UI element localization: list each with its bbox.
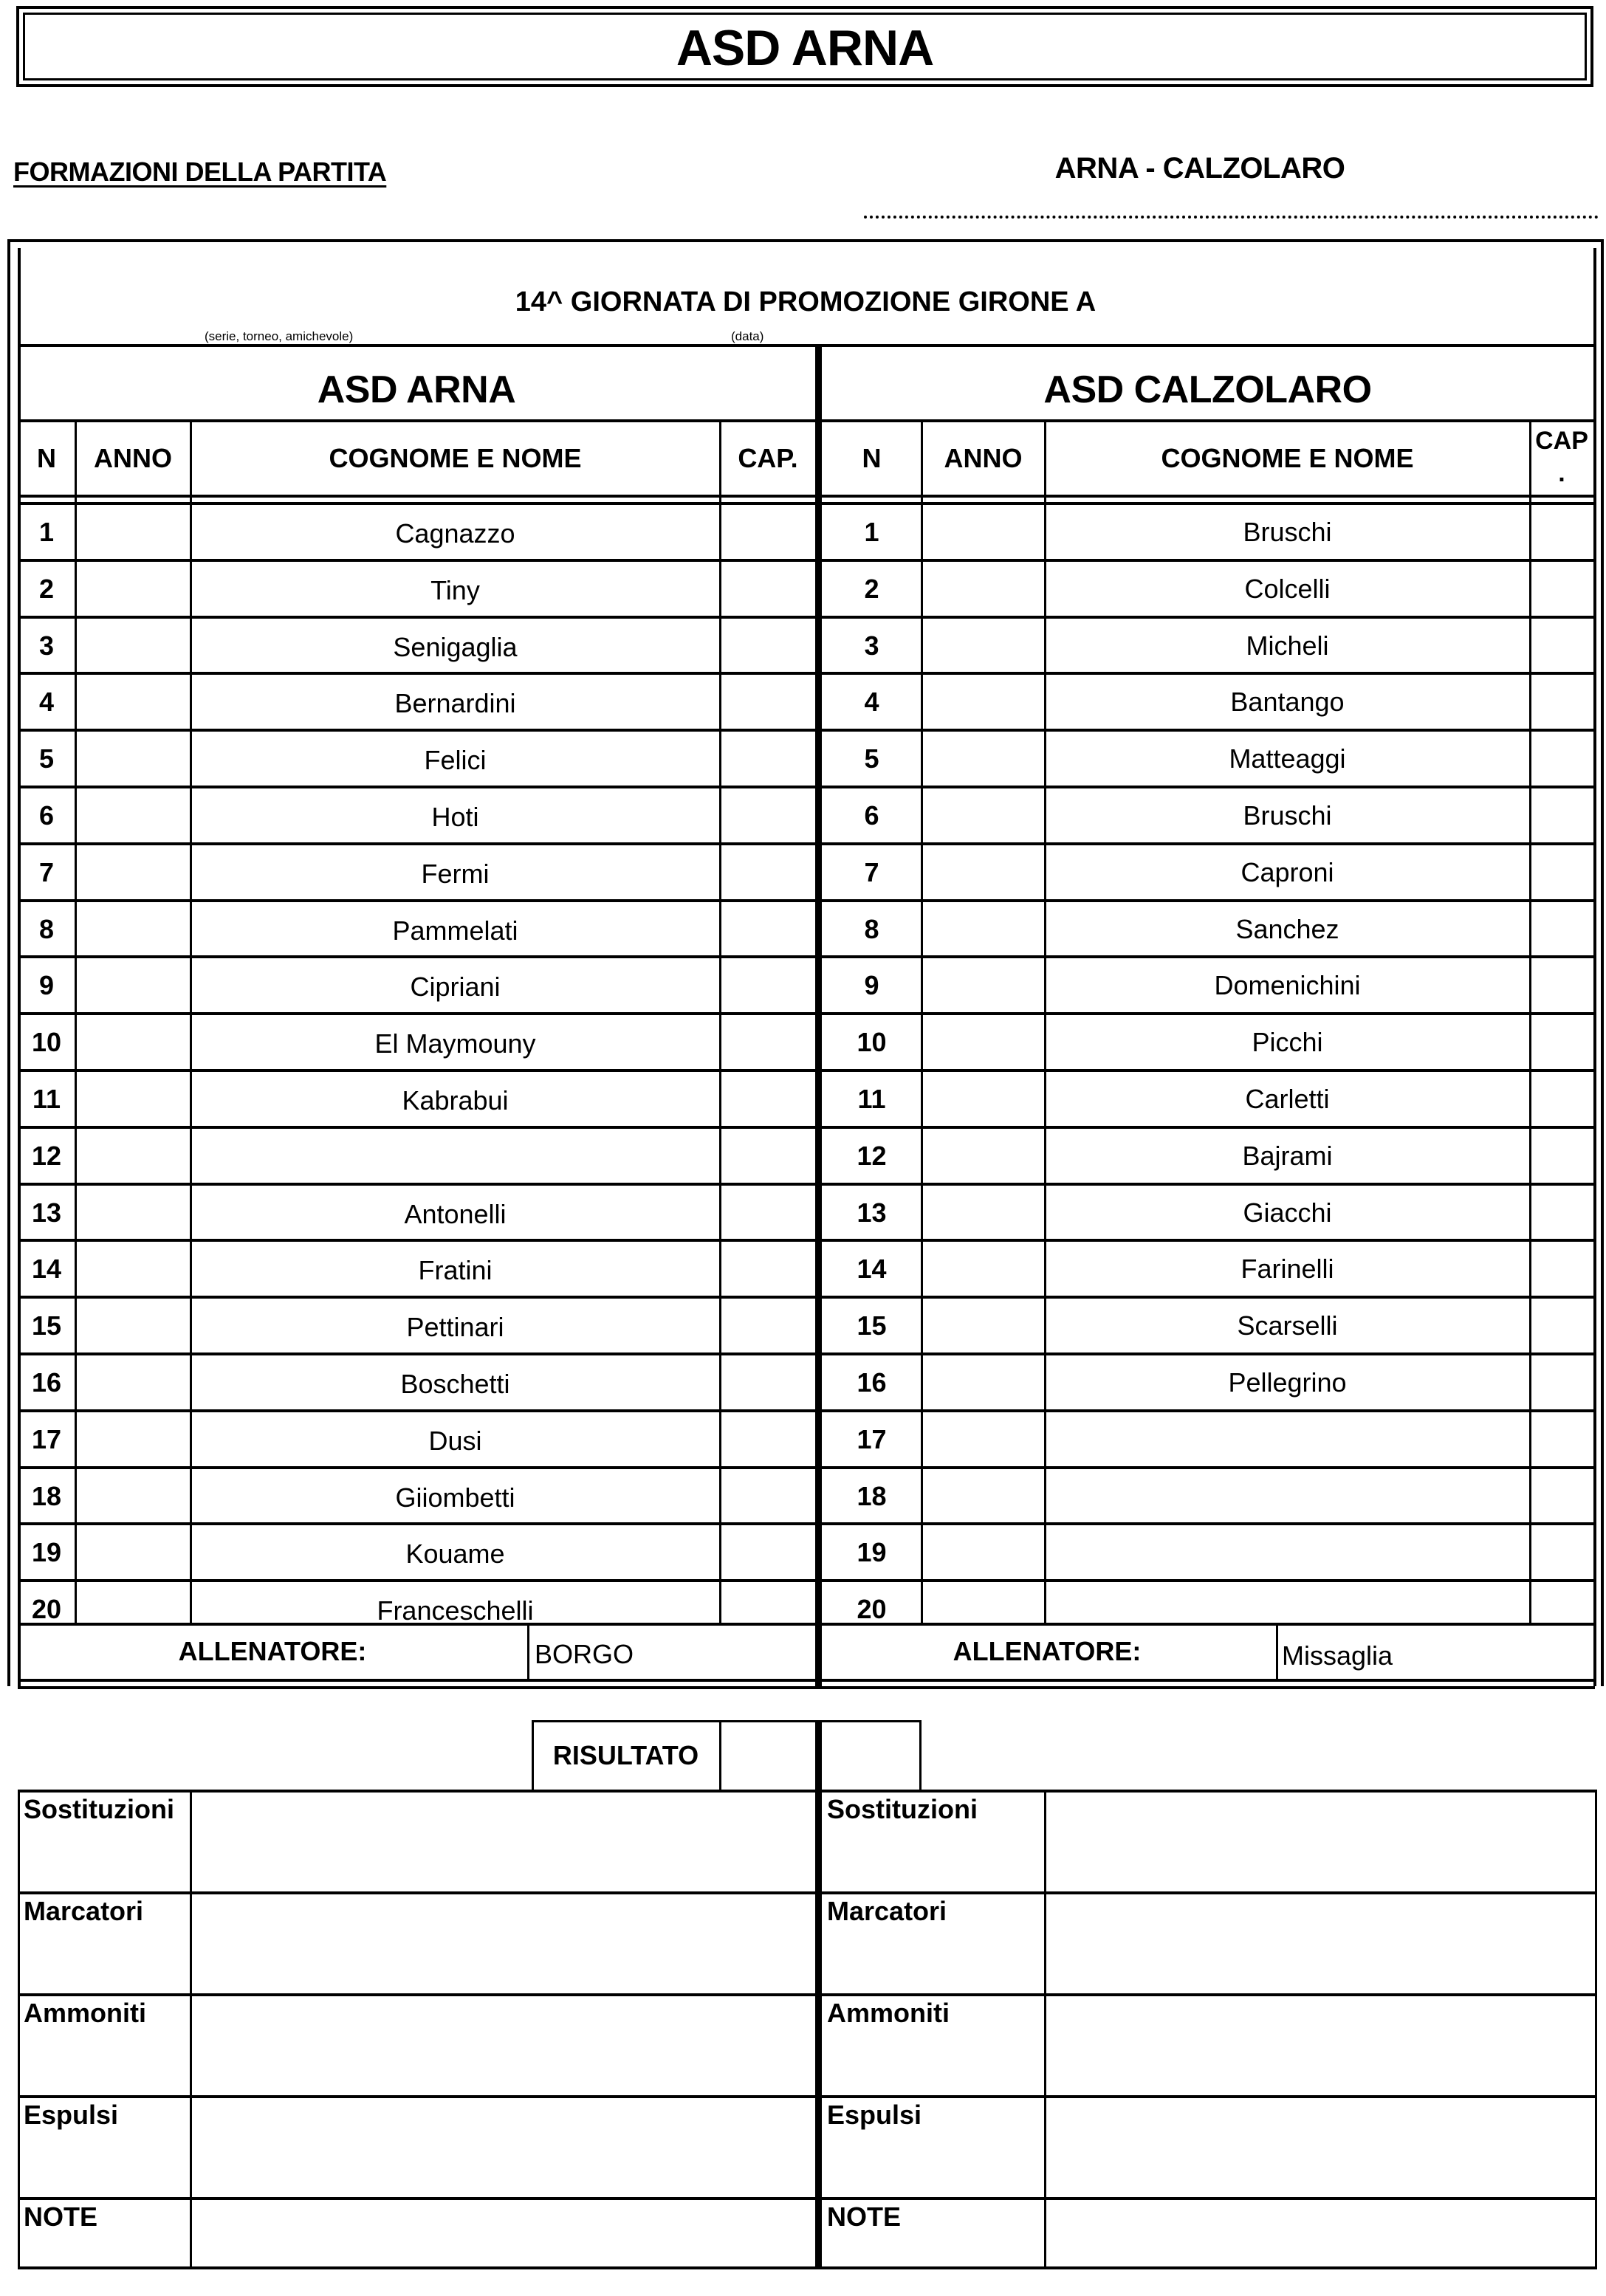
away-player-name[interactable]: Caproni [1240,856,1334,887]
away-player-number: 8 [864,913,879,944]
hint-date: (data) [731,329,764,343]
away-player-name[interactable]: Picchi [1252,1026,1323,1057]
away-player-year[interactable] [923,617,1043,674]
away-score-field[interactable] [822,1720,922,1791]
dotted-line [864,216,1599,219]
away-player-year[interactable] [923,1127,1043,1184]
home-event-field[interactable] [193,1793,815,1888]
home-player-captain[interactable] [721,1297,814,1354]
result-label: RISULTATO [552,1740,699,1770]
away-player-year[interactable] [923,787,1043,844]
away-player-name[interactable]: Bruschi [1243,516,1332,547]
away-player-name[interactable]: Bantango [1230,686,1345,717]
home-player-number: 16 [31,1367,62,1398]
center-divider [815,344,822,1686]
home-player-name[interactable]: Pammelati [392,915,518,946]
section-label: FORMAZIONI DELLA PARTITA [13,157,387,187]
col-line [527,1624,529,1680]
away-player-name[interactable]: Colcelli [1244,573,1331,604]
home-event-label: Marcatori [24,1896,144,1926]
home-player-name[interactable]: Pettinari [406,1311,504,1342]
home-event-field[interactable] [193,1894,815,1990]
title-box [16,6,1593,87]
col-header-cap-dot: . [1558,459,1565,487]
away-player-year[interactable] [923,1070,1043,1127]
col-line [719,419,721,1624]
home-player-captain[interactable] [721,844,814,901]
away-player-captain[interactable] [1531,617,1593,674]
col-header-anno: ANNO [94,443,172,473]
away-player-captain[interactable] [1531,1524,1593,1581]
col-line [75,419,77,1624]
home-player-year[interactable] [77,844,189,901]
home-player-name[interactable]: Antonelli [404,1198,507,1229]
home-player-year[interactable] [77,1184,189,1241]
away-player-captain[interactable] [1531,503,1593,560]
away-player-year[interactable] [923,1524,1043,1581]
away-player-number: 2 [864,573,879,604]
home-player-number: 9 [38,969,55,1000]
home-player-number: 3 [38,630,55,661]
away-player-name[interactable]: Giacchi [1243,1197,1332,1228]
away-player-number: 15 [857,1310,887,1341]
away-player-captain[interactable] [1531,1468,1593,1525]
away-player-year[interactable] [923,1297,1043,1354]
home-player-captain[interactable] [721,730,814,787]
away-player-captain[interactable] [1531,1354,1593,1411]
away-event-field[interactable] [1047,1894,1593,1990]
home-coach-name: BORGO [535,1639,634,1669]
home-player-captain[interactable] [721,1240,814,1297]
home-player-name[interactable]: Hoti [431,801,479,832]
col-line [1529,419,1531,1624]
away-player-year[interactable] [923,730,1043,787]
home-player-number: 7 [38,856,55,887]
away-player-year[interactable] [923,1014,1043,1070]
home-player-name[interactable]: Fermi [421,858,490,889]
home-player-year[interactable] [77,957,189,1014]
away-player-year[interactable] [923,1411,1043,1468]
home-player-name[interactable]: Cagnazzo [395,518,515,549]
away-player-captain[interactable] [1531,1184,1593,1241]
divider [18,1679,1595,1682]
home-player-number: 6 [38,800,55,831]
away-player-captain[interactable] [1531,1127,1593,1184]
home-player-captain[interactable] [721,957,814,1014]
away-player-year[interactable] [923,560,1043,617]
home-player-captain[interactable] [721,617,814,674]
home-player-number: 17 [31,1423,62,1454]
away-player-captain[interactable] [1531,1581,1593,1637]
home-player-year[interactable] [77,1240,189,1297]
col-header-cap [1530,421,1593,496]
home-player-number: 4 [38,686,55,717]
match-label: ARNA - CALZOLARO [1054,152,1345,185]
away-player-name[interactable]: Bruschi [1243,800,1332,831]
home-player-captain[interactable] [721,503,814,560]
home-player-captain[interactable] [721,1354,814,1411]
home-player-number: 18 [31,1480,62,1511]
away-coach-name: Missaglia [1282,1640,1393,1671]
divider [18,495,1595,498]
home-event-field[interactable] [193,2200,815,2296]
away-event-label: Espulsi [827,2100,922,2130]
away-player-year[interactable] [923,901,1043,958]
away-player-number: 11 [857,1083,886,1114]
divider [18,1686,1595,1689]
away-player-name[interactable] [1046,1524,1528,1581]
home-player-name[interactable]: Kabrabui [402,1085,509,1116]
home-player-name[interactable]: Franceschelli [377,1595,534,1626]
away-player-captain[interactable] [1531,1240,1593,1297]
col-line [921,419,923,1624]
home-player-name[interactable]: Felici [424,744,487,775]
home-score-field[interactable] [721,1722,815,1789]
home-event-label: NOTE [24,2202,98,2232]
away-player-number: 6 [864,800,879,831]
away-player-number: 4 [864,686,879,717]
home-event-field[interactable] [193,2098,815,2194]
home-player-captain[interactable] [721,1524,814,1581]
home-player-number: 12 [31,1140,62,1171]
away-player-number: 20 [857,1593,887,1624]
grid-line [1044,1790,1046,2269]
home-player-year[interactable] [77,1524,189,1581]
away-player-number: 19 [857,1536,887,1567]
frame-inner-right-line [1593,248,1596,1686]
home-player-number: 14 [31,1253,62,1284]
home-player-captain[interactable] [721,1468,814,1525]
home-player-name[interactable]: Tiny [430,574,480,605]
away-player-number: 5 [864,743,879,774]
away-player-year[interactable] [923,673,1043,730]
home-player-number: 10 [31,1026,62,1057]
away-player-name[interactable]: Farinelli [1240,1253,1334,1284]
col-header-name: COGNOME E NOME [1161,443,1414,473]
home-player-year[interactable] [77,1014,189,1070]
home-player-name[interactable]: Dusi [428,1425,482,1456]
home-player-year[interactable] [77,1411,189,1468]
away-player-year[interactable] [923,957,1043,1014]
home-player-captain[interactable] [721,1581,814,1637]
col-line [1044,419,1046,1624]
home-player-year[interactable] [77,1354,189,1411]
away-player-name[interactable] [1046,1468,1528,1525]
home-player-year[interactable] [77,673,189,730]
home-player-number: 20 [31,1593,62,1624]
away-event-label: Sostituzioni [827,1794,978,1824]
away-player-year[interactable] [923,1354,1043,1411]
away-team-name: ASD CALZOLARO [1043,368,1372,411]
home-player-year[interactable] [77,787,189,844]
away-player-name[interactable]: Scarselli [1237,1310,1338,1341]
home-event-label: Espulsi [24,2100,119,2130]
away-event-field[interactable] [1047,1996,1593,2092]
away-player-number: 1 [864,516,879,547]
home-player-name[interactable]: Boschetti [400,1368,510,1399]
home-event-label: Ammoniti [24,1998,146,2028]
away-player-year[interactable] [923,503,1043,560]
col-header-cap-text: CAP [1535,427,1588,455]
away-player-number: 10 [857,1026,887,1057]
home-player-number: 5 [38,743,55,774]
away-player-year[interactable] [923,1184,1043,1241]
home-team-name: ASD ARNA [317,368,516,411]
away-event-label: NOTE [827,2202,902,2232]
home-player-name[interactable]: Bernardini [394,687,516,718]
away-event-label: Marcatori [827,1896,947,1926]
away-player-name[interactable]: Bajrami [1242,1140,1333,1171]
away-player-captain[interactable] [1531,1070,1593,1127]
home-event-label: Sostituzioni [24,1794,174,1824]
home-player-captain[interactable] [721,673,814,730]
away-player-captain[interactable] [1531,787,1593,844]
home-player-captain[interactable] [721,1184,814,1241]
home-event-field[interactable] [193,1996,815,2092]
home-player-captain[interactable] [721,1014,814,1070]
home-player-captain[interactable] [721,1411,814,1468]
competition-title: 14^ GIORNATA DI PROMOZIONE GIRONE A [515,286,1097,317]
home-player-name[interactable]: Fratini [418,1254,493,1285]
home-player-year[interactable] [77,1127,189,1184]
away-player-number: 16 [857,1367,887,1398]
home-player-name[interactable]: Cipriani [410,971,501,1002]
away-event-field[interactable] [1047,1793,1593,1888]
home-player-captain[interactable] [721,787,814,844]
away-player-number: 12 [857,1140,887,1171]
home-player-year[interactable] [77,730,189,787]
home-player-year[interactable] [77,503,189,560]
away-player-year[interactable] [923,1240,1043,1297]
home-player-number: 11 [32,1083,61,1114]
home-player-year[interactable] [77,1297,189,1354]
home-player-name[interactable]: El Maymouny [374,1028,536,1059]
away-player-name[interactable]: Pellegrino [1228,1367,1347,1398]
away-player-captain[interactable] [1531,1411,1593,1468]
home-player-captain[interactable] [721,1070,814,1127]
home-player-number: 15 [31,1310,62,1341]
away-player-number: 7 [864,856,879,887]
away-player-number: 18 [857,1480,887,1511]
away-coach-label: ALLENATORE: [953,1636,1142,1666]
away-player-captain[interactable] [1531,673,1593,730]
grid-line [18,1790,20,2269]
away-player-captain[interactable] [1531,901,1593,958]
home-player-name[interactable]: Senigaglia [393,631,518,662]
home-player-year[interactable] [77,901,189,958]
away-player-captain[interactable] [1531,560,1593,617]
col-line [190,419,192,1624]
col-header-cap: CAP. [738,443,798,473]
away-player-number: 9 [864,969,879,1000]
home-player-number: 8 [38,913,55,944]
away-player-name[interactable]: Matteaggi [1229,743,1346,774]
away-player-number: 13 [857,1197,887,1228]
away-player-number: 17 [857,1423,887,1454]
home-player-captain[interactable] [721,901,814,958]
away-event-field[interactable] [1047,2200,1593,2296]
col-header-name: COGNOME E NOME [329,443,582,473]
away-player-captain[interactable] [1531,844,1593,901]
away-player-captain[interactable] [1531,1014,1593,1070]
home-player-number: 2 [38,573,55,604]
away-player-number: 3 [864,630,879,661]
home-coach-label: ALLENATORE: [178,1636,367,1666]
home-player-year[interactable] [77,1468,189,1525]
home-player-year[interactable] [77,617,189,674]
col-line [1276,1624,1278,1680]
divider [18,344,1595,347]
document-title: ASD ARNA [676,20,934,76]
home-player-captain[interactable] [721,1127,814,1184]
away-player-name[interactable] [1046,1411,1528,1468]
home-player-number: 13 [31,1197,62,1228]
away-event-label: Ammoniti [827,1998,950,2028]
away-player-captain[interactable] [1531,730,1593,787]
away-player-year[interactable] [923,1468,1043,1525]
away-player-name[interactable]: Sanchez [1235,913,1339,944]
home-player-captain[interactable] [721,560,814,617]
home-player-name[interactable]: Kouame [405,1538,505,1569]
grid-line [1595,1790,1597,2269]
home-player-year[interactable] [77,560,189,617]
away-player-captain[interactable] [1531,957,1593,1014]
hint-competition: (serie, torneo, amichevole) [205,329,354,343]
away-player-year[interactable] [923,844,1043,901]
home-player-name[interactable]: Giiombetti [395,1482,515,1513]
away-player-captain[interactable] [1531,1297,1593,1354]
col-header-anno: ANNO [944,443,1023,473]
home-player-year[interactable] [77,1070,189,1127]
away-player-name[interactable]: Micheli [1246,630,1329,661]
grid-line [190,1790,192,2269]
away-player-name[interactable]: Domenichini [1214,969,1361,1000]
col-header-n: N [37,443,56,473]
away-event-field[interactable] [1047,2098,1593,2194]
home-player-name[interactable] [192,1129,718,1186]
away-player-name[interactable]: Carletti [1245,1083,1330,1114]
home-player-number: 19 [31,1536,62,1567]
away-player-number: 14 [857,1253,887,1284]
home-player-number: 1 [38,516,55,547]
col-header-n: N [862,443,882,473]
